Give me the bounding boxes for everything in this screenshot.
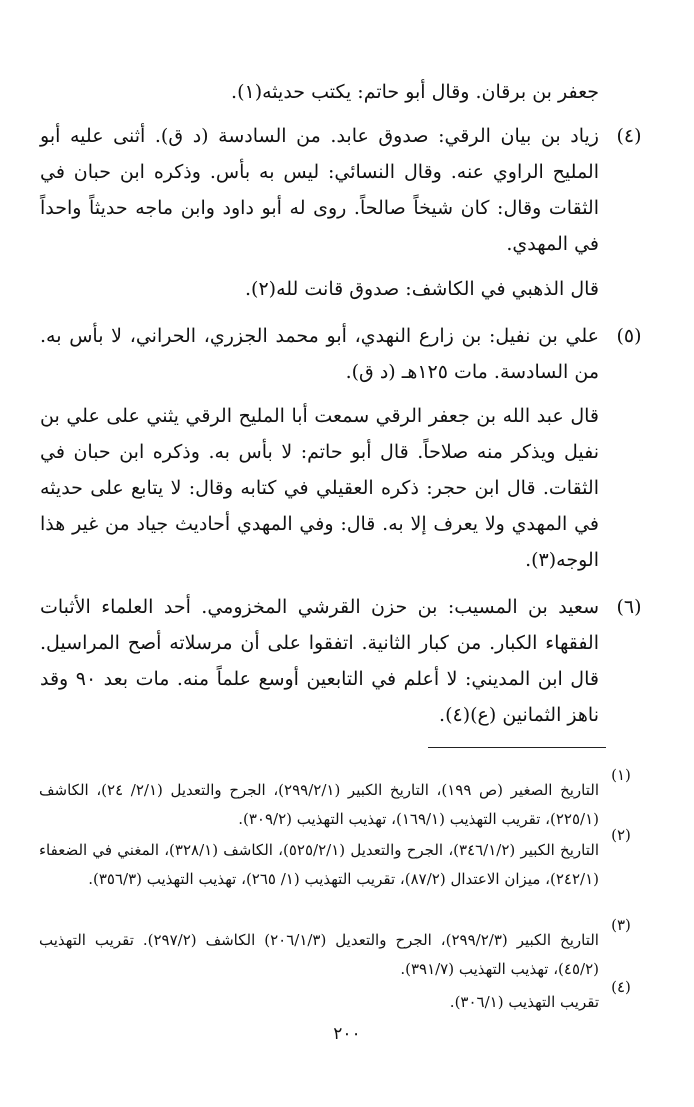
entry-paragraph: زياد بن بيان الرقي: صدوق عابد. من السادسة (د ق). أثنى عليه أبو المليح الراوي عنه. وقال النسائي: ليس به بأس. وذكره ابن حبان في الثقات وقال: كان شيخاً صالحاً. روى له أبو داود وابن ماجه حديثاً واحداً في المهدي. bbox=[40, 125, 599, 255]
footnote-text: تقريب التهذيب (٣٠٦/١). bbox=[449, 993, 599, 1011]
footnote-number: (٢) bbox=[611, 826, 631, 844]
intro-line: جعفر بن برقان. وقال أبو حاتم: يكتب حديثه(١). bbox=[231, 81, 599, 103]
entry-paragraph: سعيد بن المسيب: بن حزن القرشي المخزومي. أحد العلماء الأثبات الفقهاء الكبار. من كبار الثانية. اتفقوا على أن مرسلاته أصح المراسيل. قال ابن المديني: لا أعلم في التابعين أوسع علماً منه. مات بعد ٩٠ وقد ناهز الثمانين (ع)(٤). bbox=[40, 596, 599, 726]
footnote-number: (٣) bbox=[611, 916, 631, 934]
entry-paragraph: علي بن نفيل: بن زارع النهدي، أبو محمد الجزري، الحراني، لا بأس به. من السادسة. مات ١٢٥هـ (د ق). bbox=[40, 325, 599, 383]
entry-number: (٤) bbox=[616, 125, 642, 147]
page-number: ٢٠٠ bbox=[333, 1024, 361, 1044]
footnote-text: التاريخ الكبير (٣٤٦/١/٢)، الجرح والتعديل (٥٢٥/٢/١)، الكاشف (٣٢٨/١)، المغني في الضعفاء (٢٤٢/١)، ميزان الاعتدال (٨٧/٢)، تقريب التهذيب (١/ ٢٦٥)، تهذيب التهذيب (٣٥٦/٣). bbox=[39, 841, 599, 888]
entry-paragraph: قال الذهبي في الكاشف: صدوق قانت لله(٢). bbox=[245, 278, 599, 300]
footnote-separator bbox=[428, 747, 606, 748]
footnote-text: التاريخ الصغير (ص ١٩٩)، التاريخ الكبير (٢٩٩/٢/١)، الجرح والتعديل (٢/١/ ٢٤)، الكاشف (٢٢٥/١)، تقريب التهذيب (١٦٩/١)، تهذيب التهذيب (٣٠٩/٢). bbox=[39, 781, 600, 828]
entry-paragraph: قال عبد الله بن جعفر الرقي سمعت أبا المليح الرقي يثني على علي بن نفيل ويذكر منه صلاحاً. قال أبو حاتم: لا بأس به. وذكره ابن حبان في الثقات. قال ابن حجر: ذكره العقيلي في كتابه وقال: لا يتابع على حديثه في المهدي ولا يعرف إلا به. قال: وفي المهدي أحاديث جياد من غير هذا الوجه(٣). bbox=[40, 405, 599, 571]
footnote-text: التاريخ الكبير (٢٩٩/٢/٣)، الجرح والتعديل (٢٠٦/١/٣) الكاشف (٢٩٧/٢). تقريب التهذيب (٤٥/٢)، تهذيب التهذيب (٣٩١/٧). bbox=[39, 931, 599, 978]
footnote-number: (١) bbox=[611, 766, 631, 784]
entry-number: (٦) bbox=[616, 596, 642, 618]
entry-number: (٥) bbox=[616, 325, 642, 347]
footnote-number: (٤) bbox=[611, 978, 631, 996]
